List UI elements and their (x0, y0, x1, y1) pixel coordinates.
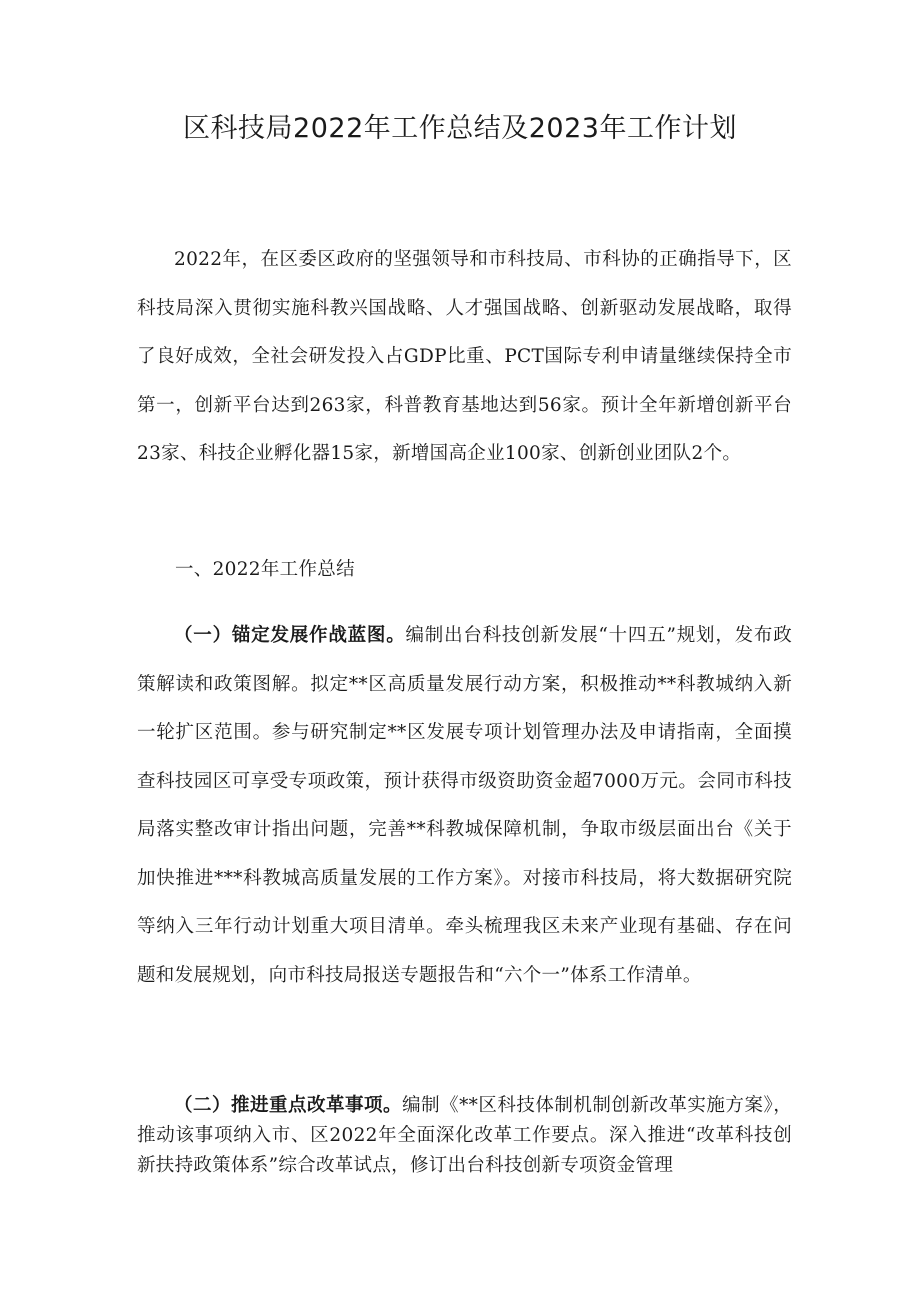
item-1-body: 编制出台科技创新发展“十四五”规划，发布政策解读和政策图解。拟定**区高质量发展行动方案，积极推动**科教城纳入新一轮扩区范围。参与研究制定**区发展专项计划管理办法及申请指南，全面摸查科技园区可享受专项政策，预计获得市级资助资金超7000万元。会同市科技局落实整改审计指出问题，完善**科教城保障机制，争取市级层面出台《关于加快推进***科教城高质量发展的工作方案》。对接市科技局，将大数据研究院等纳入三年行动计划重大项目清单。牵头梳理我区未来产业现有基础、存在问题和发展规划，向市科技局报送专题报告和“六个一”体系工作清单。 (137, 625, 792, 986)
document-title: 区科技局2022年工作总结及2023年工作计划 (183, 113, 737, 144)
item-1-lead: （一）锚定发展作战蓝图。 (174, 625, 406, 646)
intro-paragraph: 2022年，在区委区政府的坚强领导和市科技局、市科协的正确指导下，区科技局深入贯彻实施科教兴国战略、人才强国战略、创新驱动发展战略，取得了良好成效，全社会研发投入占GDP比重、PCT国际专利申请量继续保持全市第一，创新平台达到263家，科普教育基地达到56家。预计全年新增创新平台23家、科技企业孵化器15家，新增国高企业100家、创新创业团队2个。 (137, 249, 792, 464)
item-1-paragraph (137, 612, 792, 1000)
item-2-lead: （二）推进重点改革事项。 (174, 1095, 403, 1116)
section-heading: 一、2022年工作总结 (175, 559, 355, 580)
item-2-paragraph (137, 1091, 792, 1181)
item-2-body: 编制《**区科技体制机制创新改革实施方案》，推动该事项纳入市、区2022年全面深化改革工作要点。深入推进“改革科技创新扶持政策体系”综合改革试点，修订出台科技创新专项资金管理 (137, 1095, 792, 1176)
